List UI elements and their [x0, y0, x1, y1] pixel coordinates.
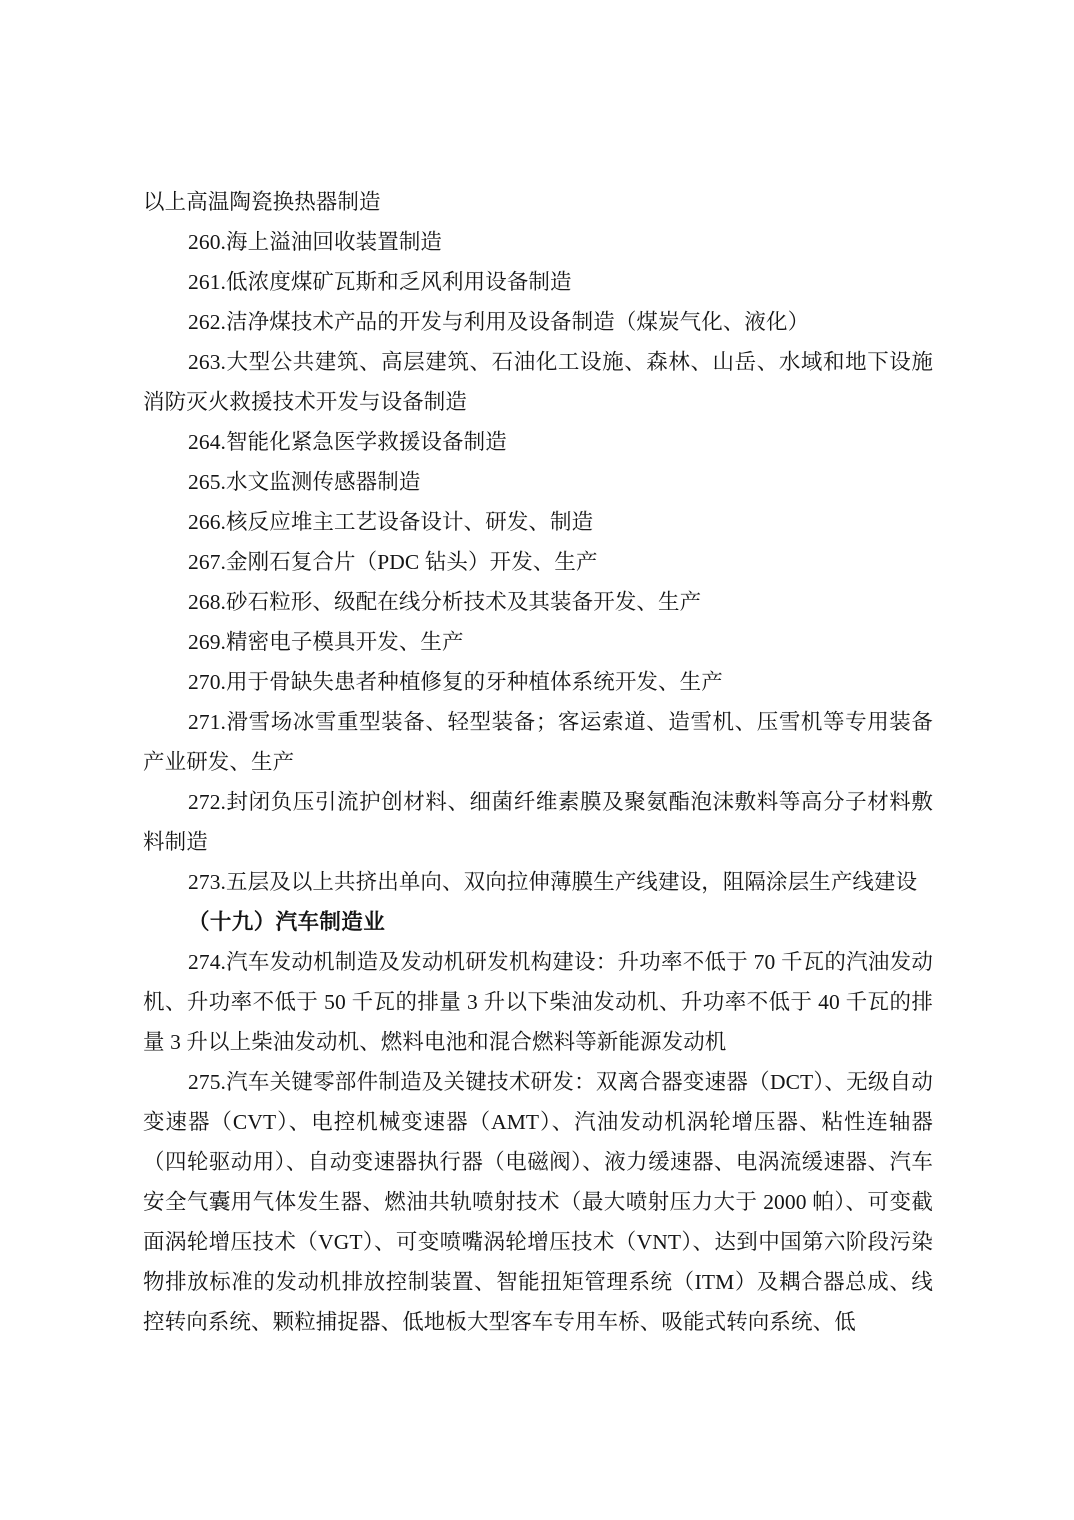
list-item-270: 270.用于骨缺失患者种植修复的牙种植体系统开发、生产: [188, 670, 723, 694]
list-item-263: 263.大型公共建筑、高层建筑、石油化工设施、森林、山岳、水域和地下设施消防灭火救援技术开发与设备制造: [143, 350, 933, 414]
list-item-266: 266.核反应堆主工艺设备设计、研发、制造: [188, 510, 594, 534]
list-item-272: 272.封闭负压引流护创材料、细菌纤维素膜及聚氨酯泡沫敷料等高分子材料敷料制造: [143, 790, 933, 854]
list-item-261: 261.低浓度煤矿瓦斯和乏风利用设备制造: [188, 270, 572, 294]
list-item-269: 269.精密电子模具开发、生产: [188, 630, 464, 654]
document-body: [143, 182, 933, 1342]
list-item-268: 268.砂石粒形、级配在线分析技术及其装备开发、生产: [188, 590, 702, 614]
list-item-262: 262.洁净煤技术产品的开发与利用及设备制造（煤炭气化、液化）: [188, 310, 810, 334]
paragraph-carryover: 以上高温陶瓷换热器制造: [143, 190, 381, 214]
list-item-267: 267.金刚石复合片（PDC 钻头）开发、生产: [188, 550, 598, 574]
list-item-273: 273.五层及以上共挤出单向、双向拉伸薄膜生产线建设，阻隔涂层生产线建设: [188, 870, 918, 894]
list-item-260: 260.海上溢油回收装置制造: [188, 230, 443, 254]
list-item-264: 264.智能化紧急医学救援设备制造: [188, 430, 507, 454]
list-item-271: 271.滑雪场冰雪重型装备、轻型装备；客运索道、造雪机、压雪机等专用装备产业研发、生产: [143, 710, 933, 774]
section-heading-automobile-manufacturing: （十九）汽车制造业: [188, 910, 386, 934]
list-item-274: 274.汽车发动机制造及发动机研发机构建设：升功率不低于 70 千瓦的汽油发动机、升功率不低于 50 千瓦的排量 3 升以下柴油发动机、升功率不低于 40 千瓦的排量 3 升以上柴油发动机、燃料电池和混合燃料等新能源发动机: [143, 950, 933, 1054]
list-item-275: 275.汽车关键零部件制造及关键技术研发：双离合器变速器（DCT）、无级自动变速器（CVT）、电控机械变速器（AMT）、汽油发动机涡轮增压器、粘性连轴器（四轮驱动用）、自动变速器执行器（电磁阀）、液力缓速器、电涡流缓速器、汽车安全气囊用气体发生器、燃油共轨喷射技术（最大喷射压力大于 2000 帕）、可变截面涡轮增压技术（VGT）、可变喷嘴涡轮增压技术（VNT）、达到中国第六阶段污染物排放标准的发动机排放控制装置、智能扭矩管理系统（ITM）及耦合器总成、线控转向系统、颗粒捕捉器、低地板大型客车专用车桥、吸能式转向系统、低: [143, 1070, 933, 1334]
list-item-265: 265.水文监测传感器制造: [188, 470, 421, 494]
